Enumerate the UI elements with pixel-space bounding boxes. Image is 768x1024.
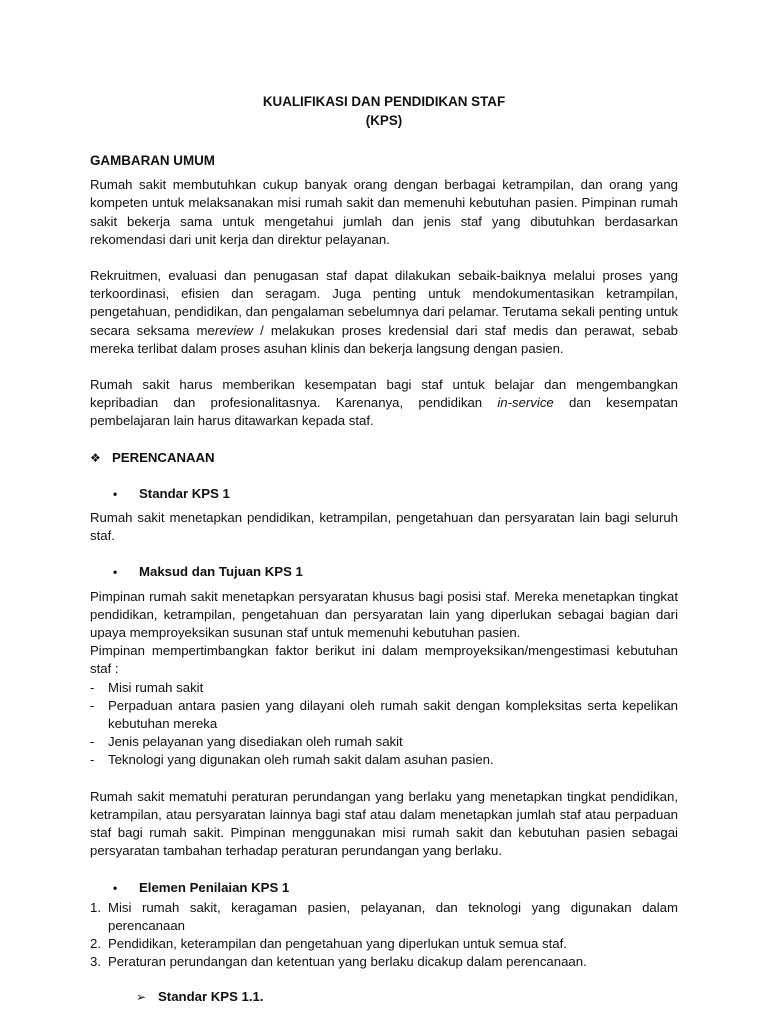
document-title-line2: (KPS) [365,113,403,128]
list-item [90,935,678,953]
bullet-dot-icon: • [113,486,118,501]
overview-paragraph-1: Rumah sakit membutuhkan cukup banyak orang dengan berbagai ketrampilan, dan orang yang kompeten untuk melaksanakan misi rumah sakit dan memenuhi kebutuhan pasien. Pimpinan rumah sakit bekerja sama untuk mengetahui jumlah dan jenis staf yang dibutuhkan berdasarkan rekomendasi dari unit kerja dan direktur pelayanan. [90,177,678,247]
number-marker: 1. [90,899,101,915]
intent1-factor-list [90,679,678,770]
list-item [90,899,678,935]
list-item [90,679,678,697]
overview-p2-text-a: Rekruitmen, evaluasi dan penugasan staf dapat dilakukan sebaik-baiknya melalui proses yang terkoordinasi, efisien dan seragam. Juga penting untuk mendokumentasikan ketrampilan, pengetahuan, pendidikan, dan pengalaman sebelumnya dari pelamar. Terutama sekali penting untuk secara seksama me [90,268,678,338]
overview-paragraph-2 [90,267,678,358]
list-item [90,733,678,751]
intent1-paragraph-1: Pimpinan rumah sakit menetapkan persyaratan khusus bagi posisi staf. Mereka menetapkan tingkat pendidikan, ketrampilan, pengetahuan dan persyaratan lain yang diperlukan sebagai bagian dari upaya memproyeksikan susunan staf untuk memenuhi kebutuhan pasien. [90,588,678,641]
standard-kps1-heading [112,485,678,503]
dash-marker: - [90,697,95,713]
standard1-heading-text: Standar KPS 1 [139,485,230,501]
overview-heading: GAMBARAN UMUM [90,153,215,168]
list-item [90,697,678,733]
factor-text: Misi rumah sakit [108,679,204,695]
elements1-list [90,899,678,972]
standard-kps1-1-heading [136,988,678,1006]
list-item [90,751,678,769]
bullet-dot-icon: • [113,880,118,895]
overview-paragraph-3 [90,376,678,431]
standard1-text: Rumah sakit menetapkan pendidikan, ketrampilan, pengetahuan dan persyaratan lain bagi seluruh staf. [90,510,678,544]
overview-p3-text-a: Rumah sakit harus memberikan kesempatan bagi staf untuk belajar dan mengembangkan kepribadian dan profesionalitasnya. Karenanya, pendidikan [90,377,678,411]
elements-kps1-heading [112,879,678,897]
dash-marker: - [90,734,95,750]
planning-heading: PERENCANAAN [112,449,215,465]
intent-kps1-heading [112,563,678,581]
factor-text: Jenis pelayanan yang disediakan oleh rumah sakit [108,734,403,750]
element-text: Peraturan perundangan dan ketentuan yang berlaku dicakup dalam perencanaan. [108,954,587,970]
element-text: Misi rumah sakit, keragaman pasien, pelayanan, dan teknologi yang digunakan dalam perencanaan [108,899,678,933]
number-marker: 3. [90,954,101,970]
intent1-paragraph-3: Rumah sakit mematuhi peraturan perundangan yang berlaku yang menetapkan tingkat pendidikan, ketrampilan, atau persyaratan lainnya bagi staf atau dalam menetapkan jumlah staf atau perpaduan staf bagi rumah sakit. Pimpinan menggunakan misi rumah sakit dan kebutuhan pasien sebagai persyaratan tambahan terhadap peraturan perundangan yang berlaku. [90,788,678,859]
overview-p3-italic: in-service [497,395,554,411]
number-marker: 2. [90,936,101,952]
document-title-line1: KUALIFIKASI DAN PENDIDIKAN STAF [262,94,506,109]
overview-p3-text-b: dan kesempatan pembelajaran lain harus ditawarkan kepada staf. [90,395,678,429]
element-text: Pendidikan, keterampilan dan pengetahuan yang diperlukan untuk semua staf. [108,936,567,952]
arrow-bullet-icon: ➢ [136,989,147,1004]
dash-marker: - [90,679,95,695]
elements1-heading-text: Elemen Penilaian KPS 1 [139,879,290,895]
bullet-dot-icon: • [113,565,118,580]
overview-p2-italic: review [214,322,253,338]
dash-marker: - [90,752,95,768]
planning-section-heading [90,449,678,467]
intent1-paragraph-2: Pimpinan mempertimbangkan faktor berikut ini dalam memproyeksikan/mengestimasi kebutuhan staf : [90,643,678,677]
intent1-heading-text: Maksud dan Tujuan KPS 1 [139,564,303,580]
list-item [90,953,678,971]
factor-text: Teknologi yang digunakan oleh rumah sakit dalam asuhan pasien. [108,752,494,768]
overview-p2-text-b: / melakukan proses kredensial dari staf medis dan perawat, sebab mereka terlibat dalam proses asuhan klinis dan bekerja langsung dengan pasien. [90,322,678,356]
diamond-bullet-icon: ❖ [90,450,101,465]
standard11-heading-text: Standar KPS 1.1. [158,988,264,1004]
factor-text: Perpaduan antara pasien yang dilayani oleh rumah sakit dengan kompleksitas serta kepelikan kebutuhan mereka [108,697,678,732]
